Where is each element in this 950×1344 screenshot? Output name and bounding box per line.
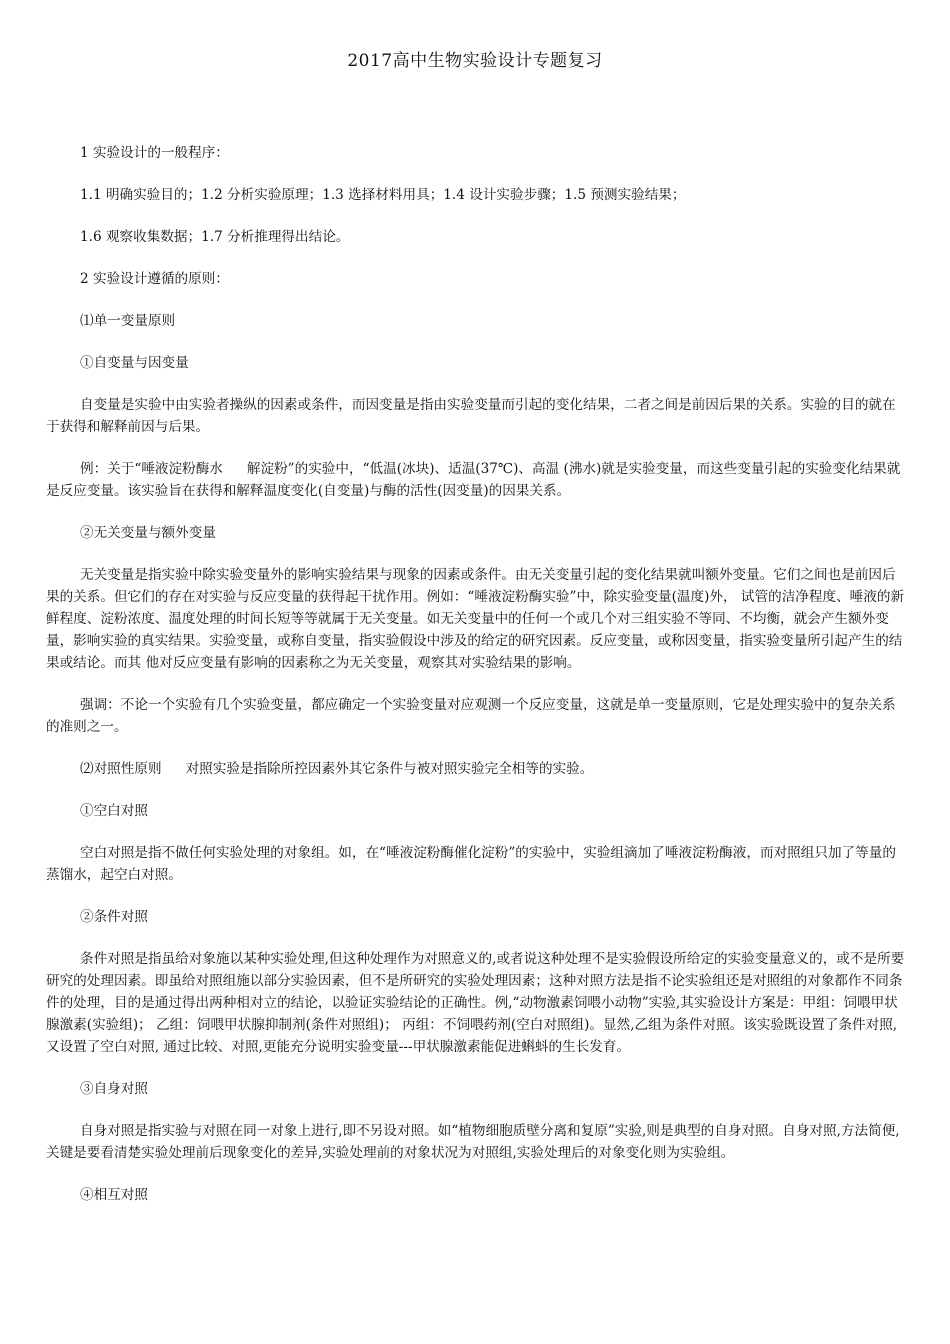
example-text-part-1: 例：关于“唾液淀粉酶水 xyxy=(80,461,223,477)
principle-1-paragraph-1: 自变量是实验中由实验者操纵的因素或条件，而因变量是指由实验变量而引起的变化结果，二者之间是前因后果的关系。实验的目的就在于获得和解释前因与后果。 xyxy=(46,397,896,435)
principle-2-title: ⑵对照性原则 xyxy=(80,761,162,777)
principle-2-subheading-3: ③自身对照 xyxy=(80,1081,148,1097)
principle-1-example xyxy=(46,458,908,502)
principle-2-paragraph-2: 条件对照是指虽给对象施以某种实验处理,但这种处理作为对照意义的,或者说这种处理不是实验假设所给定的实验变量意义的，或不是所要研究的处理因素。即虽给对照组施以部分实验因素，但不是所研究的实验处理因素；这种对照方法是指不论实验组还是对照组的对象都作不同条件的处理，目的是通过得出两种相对立的结论，以验证实验结论的正确性。例,“动物激素饲喂小动物”实验,其实验设计方案是：甲组：饲喂甲状腺激素(实验组)； 乙组：饲喂甲状腺抑制剂(条件对照组)； 丙组：不饲喂药剂(空白对照组)。显然,乙组为条件对照。该实验既设置了条件对照,又设置了空白对照, 通过比较、对照,更能充分说明实验变量---甲状腺激素能促进蝌蚪的生长发育。 xyxy=(46,951,905,1055)
section-1-heading: 1 实验设计的一般程序： xyxy=(80,145,229,161)
principle-1-heading: ⑴单一变量原则 xyxy=(80,313,176,329)
principle-2-paragraph-1: 空白对照是指不做任何实验处理的对象组。如，在“唾液淀粉酶催化淀粉”的实验中，实验组滴加了唾液淀粉酶液，而对照组只加了等量的蒸馏水，起空白对照。 xyxy=(46,845,896,883)
principle-1-emphasis: 强调：不论一个实验有几个实验变量，都应确定一个实验变量对应观测一个反应变量，这就是单一变量原则，它是处理实验中的复杂关系的准则之一。 xyxy=(46,697,896,735)
principle-1-paragraph-2: 无关变量是指实验中除实验变量外的影响实验结果与现象的因素或条件。由无关变量引起的变化结果就叫额外变量。它们之间也是前因后果的关系。但它们的存在对实验与反应变量的获得起干扰作用。例如：“唾液淀粉酶实验”中，除实验变量(温度)外， 试管的洁净程度、唾液的新鲜程度、淀粉浓度、温度处理的时间长短等等就属于无关变量。如无关变量中的任何一个或几个对三组实验不等同、不均衡，就会产生额外变量，影响实验的真实结果。实验变量，或称自变量，指实验假设中涉及的给定的研究因素。反应变量，或称因变量，指实验变量所引起产生的结果或结论。而其 他对反应变量有影响的因素称之为无关变量，观察其对实验结果的影响。 xyxy=(46,567,905,671)
document-body xyxy=(46,142,908,1226)
section-2-heading: 2 实验设计遵循的原则： xyxy=(80,271,229,287)
section-1-steps-line-1: 1.1 明确实验目的；1.2 分析实验原理；1.3 选择材料用具；1.4 设计实验步骤；1.5 预测实验结果； xyxy=(80,187,686,203)
principle-2-subheading-4: ④相互对照 xyxy=(80,1187,148,1203)
principle-2-subheading-2: ②条件对照 xyxy=(80,909,148,925)
principle-1-subheading-2: ②无关变量与额外变量 xyxy=(80,525,216,541)
example-text-part-2: 解淀粉”的实验中，“低温(冰块)、适温(37℃)、高温 (沸水)就是实验变量，而这些变量引起的实验变化结果就是反应变量。该实验旨在获得和解释温度变化(自变量)与酶的活性(因变量)的因果关系。 xyxy=(46,461,901,499)
principle-1-subheading-1: ①自变量与因变量 xyxy=(80,355,189,371)
document-title: 2017高中生物实验设计专题复习 xyxy=(347,51,603,71)
principle-2-subheading-1: ①空白对照 xyxy=(80,803,148,819)
principle-2-heading xyxy=(46,758,908,780)
principle-2-definition: 对照实验是指除所控因素外其它条件与被对照实验完全相等的实验。 xyxy=(185,761,594,777)
principle-2-paragraph-3: 自身对照是指实验与对照在同一对象上进行,即不另设对照。如“植物细胞质壁分离和复原”实验,则是典型的自身对照。自身对照,方法简便,关键是要看清楚实验处理前后现象变化的差异,实验处理前的对象状况为对照组,实验处理后的对象变化则为实验组。 xyxy=(46,1123,900,1161)
section-1-steps-line-2: 1.6 观察收集数据；1.7 分析推理得出结论。 xyxy=(80,229,350,245)
